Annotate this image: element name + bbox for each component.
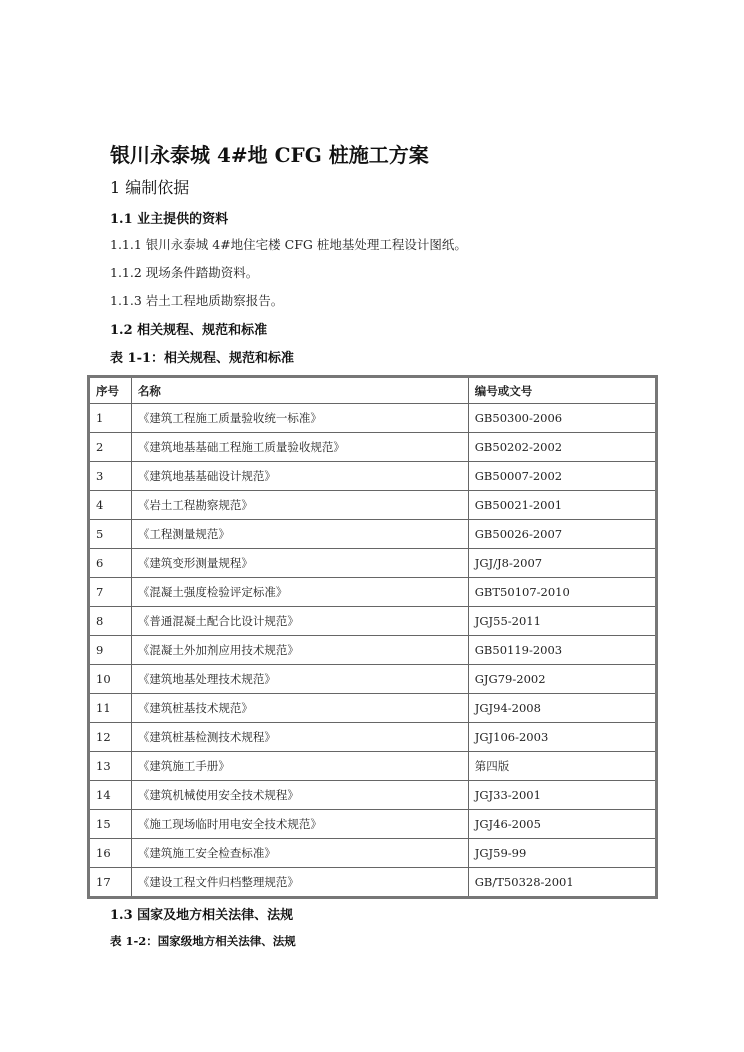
- code-cell: GB50119-2003: [468, 636, 656, 665]
- table-row: [89, 433, 657, 462]
- subsection-heading: 1.2 相关规程、规范和标准: [110, 323, 268, 338]
- code-cell: JGJ55-2011: [468, 607, 656, 636]
- row-number-cell: 8: [89, 607, 132, 636]
- table-row: [89, 520, 657, 549]
- name-cell: 《建筑机械使用安全技术规程》: [131, 781, 468, 810]
- document-title: 银川永泰城 4#地 CFG 桩施工方案: [110, 143, 429, 167]
- table-caption: 表 1-2：国家级地方相关法律、法规: [110, 934, 296, 948]
- name-cell: 《建筑地基处理技术规范》: [131, 665, 468, 694]
- code-cell: JGJ106-2003: [468, 723, 656, 752]
- header-cell: 序号: [89, 377, 132, 404]
- code-cell: JGJ59-99: [468, 839, 656, 868]
- subsection-heading: 1.3 国家及地方相关法律、法规: [110, 908, 294, 923]
- table-row: [89, 694, 657, 723]
- table-row: [89, 491, 657, 520]
- subsection-heading: 1.1 业主提供的资料: [110, 212, 229, 227]
- table-row: [89, 781, 657, 810]
- row-number-cell: 3: [89, 462, 132, 491]
- row-number-cell: 6: [89, 549, 132, 578]
- row-number-cell: 12: [89, 723, 132, 752]
- name-cell: 《工程测量规范》: [131, 520, 468, 549]
- table-row: [89, 868, 657, 898]
- paragraph: 1.1.2 现场条件踏勘资料。: [110, 265, 259, 280]
- table-row: [89, 607, 657, 636]
- name-cell: 《普通混凝土配合比设计规范》: [131, 607, 468, 636]
- code-cell: GB50202-2002: [468, 433, 656, 462]
- name-cell: 《建筑桩基检测技术规程》: [131, 723, 468, 752]
- table-row: [89, 723, 657, 752]
- name-cell: 《建筑地基基础设计规范》: [131, 462, 468, 491]
- row-number-cell: 2: [89, 433, 132, 462]
- row-number-cell: 15: [89, 810, 132, 839]
- code-cell: JGJ46-2005: [468, 810, 656, 839]
- table-row: [89, 752, 657, 781]
- code-cell: GB50026-2007: [468, 520, 656, 549]
- table-row: [89, 636, 657, 665]
- row-number-cell: 1: [89, 404, 132, 433]
- header-cell: 编号或文号: [468, 377, 656, 404]
- row-number-cell: 7: [89, 578, 132, 607]
- row-number-cell: 4: [89, 491, 132, 520]
- table-caption: 表 1-1：相关规程、规范和标准: [110, 351, 295, 366]
- table-row: [89, 404, 657, 433]
- name-cell: 《建筑工程施工质量验收统一标准》: [131, 404, 468, 433]
- row-number-cell: 10: [89, 665, 132, 694]
- code-cell: GB50021-2001: [468, 491, 656, 520]
- code-cell: JGJ33-2001: [468, 781, 656, 810]
- table-row: [89, 462, 657, 491]
- table-header-row: [89, 377, 657, 404]
- code-cell: GJG79-2002: [468, 665, 656, 694]
- code-cell: JGJ94-2008: [468, 694, 656, 723]
- row-number-cell: 17: [89, 868, 132, 898]
- table-row: [89, 810, 657, 839]
- table-row: [89, 665, 657, 694]
- name-cell: 《建筑施工安全检查标准》: [131, 839, 468, 868]
- row-number-cell: 9: [89, 636, 132, 665]
- code-cell: GB50300-2006: [468, 404, 656, 433]
- name-cell: 《建筑桩基技术规范》: [131, 694, 468, 723]
- table-row: [89, 578, 657, 607]
- name-cell: 《建设工程文件归档整理规范》: [131, 868, 468, 898]
- code-cell: GB50007-2002: [468, 462, 656, 491]
- header-cell: 名称: [131, 377, 468, 404]
- section-heading: 1 编制依据: [110, 178, 190, 197]
- row-number-cell: 14: [89, 781, 132, 810]
- row-number-cell: 16: [89, 839, 132, 868]
- paragraph: 1.1.1 银川永泰城 4#地住宅楼 CFG 桩地基处理工程设计图纸。: [110, 237, 467, 252]
- name-cell: 《施工现场临时用电安全技术规范》: [131, 810, 468, 839]
- code-cell: GBT50107-2010: [468, 578, 656, 607]
- code-cell: 第四版: [468, 752, 656, 781]
- code-cell: JGJ/J8-2007: [468, 549, 656, 578]
- name-cell: 《岩土工程勘察规范》: [131, 491, 468, 520]
- name-cell: 《混凝土外加剂应用技术规范》: [131, 636, 468, 665]
- name-cell: 《建筑地基基础工程施工质量验收规范》: [131, 433, 468, 462]
- row-number-cell: 11: [89, 694, 132, 723]
- row-number-cell: 5: [89, 520, 132, 549]
- table-row: [89, 839, 657, 868]
- table-row: [89, 549, 657, 578]
- paragraph: 1.1.3 岩土工程地质勘察报告。: [110, 293, 284, 308]
- name-cell: 《建筑施工手册》: [131, 752, 468, 781]
- standards-table: [87, 375, 658, 899]
- name-cell: 《建筑变形测量规程》: [131, 549, 468, 578]
- row-number-cell: 13: [89, 752, 132, 781]
- code-cell: GB/T50328-2001: [468, 868, 656, 898]
- name-cell: 《混凝土强度检验评定标准》: [131, 578, 468, 607]
